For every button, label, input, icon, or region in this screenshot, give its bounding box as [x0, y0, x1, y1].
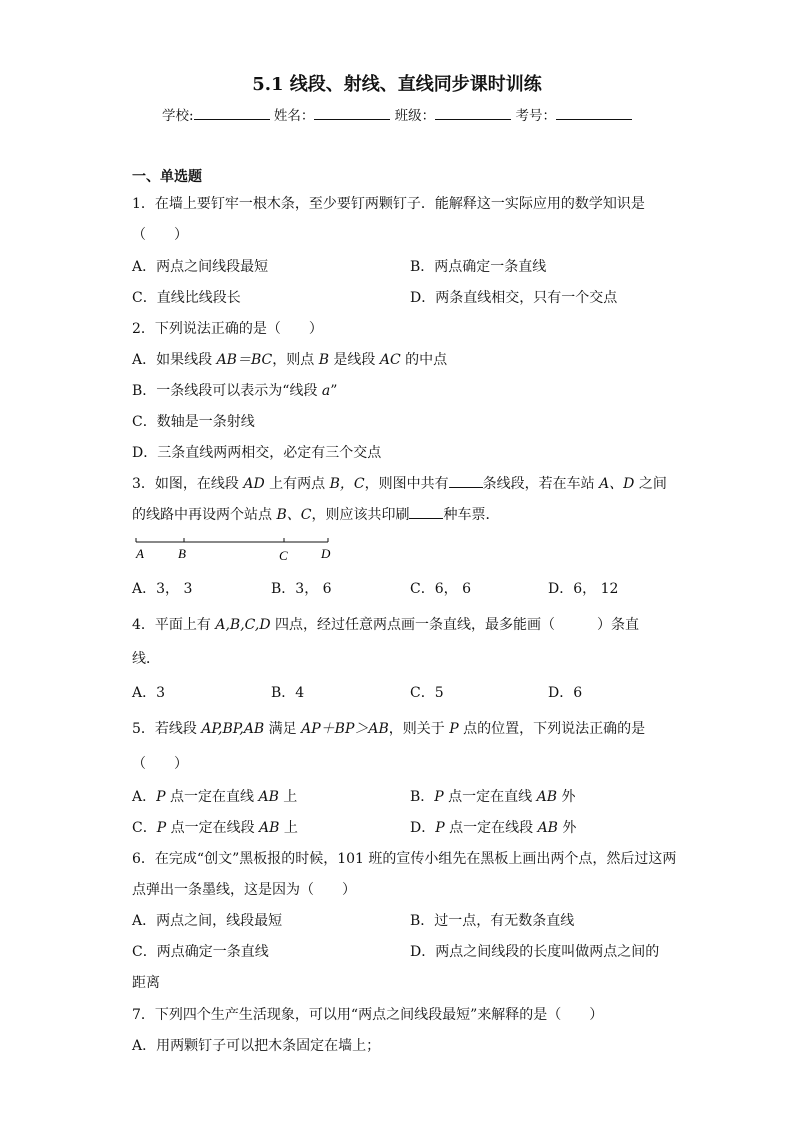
q3-text: 3．如图，在线段	[132, 476, 244, 492]
q5-d-text: D．	[410, 820, 436, 836]
q5-math: P	[449, 721, 459, 737]
q6-option-d-continued: 距离	[132, 975, 160, 991]
school-label: 学校:	[162, 108, 194, 124]
class-blank[interactable]	[435, 107, 511, 120]
page-title: 5.1 线段、射线、直线同步课时训练	[252, 74, 542, 95]
q5-c-text: C．	[132, 820, 157, 836]
q3-option-d: D．6， 12	[548, 581, 619, 597]
q1-option-c: C．直线比线段长	[132, 290, 241, 306]
point-label-b: B	[178, 546, 186, 561]
q2-a-math: AC	[379, 352, 401, 368]
q5-b-math: P	[434, 789, 444, 805]
q3-segment-figure	[132, 536, 342, 566]
q2-stem: 2．下列说法正确的是（ ）	[132, 321, 323, 337]
q4-option-c: C．5	[410, 685, 444, 701]
q2-a-text: A．如果线段	[132, 352, 217, 368]
q2-a-text: 的中点	[400, 352, 448, 368]
q4-math: A,B,C,D	[215, 617, 271, 633]
q4-option-a: A．3	[132, 685, 166, 701]
q5-c-text: 上	[279, 820, 298, 836]
point-label-d: D	[321, 546, 331, 561]
q1-option-b: B．两点确定一条直线	[410, 259, 547, 275]
q4-stem-line1	[132, 614, 639, 634]
q6-option-c: C．两点确定一条直线	[132, 944, 269, 960]
q5-text: ，则关于	[388, 721, 450, 737]
q3-math: B，C	[329, 476, 365, 492]
q3-answer-blank-1[interactable]	[449, 475, 483, 488]
q6-option-b: B．过一点，有无数条直线	[410, 913, 575, 929]
q3-text: 条线段，若在车站	[482, 476, 600, 492]
q5-d-text: 外	[557, 820, 577, 836]
q5-d-math: AB	[537, 820, 558, 836]
q3-option-a: A．3， 3	[132, 581, 193, 597]
q2-a-text: 是线段	[328, 352, 380, 368]
q5-c-text: 点一定在线段	[166, 820, 260, 836]
q5-math: AP,BP,AB	[201, 721, 265, 737]
q5-d-text: 点一定在线段	[444, 820, 538, 836]
q3-text: 种车票．	[443, 507, 500, 523]
q1-stem: 1．在墙上要钉牢一根木条，至少要钉两颗钉子．能解释这一实际应用的数学知识是	[132, 196, 645, 212]
q3-stem-line1	[132, 473, 667, 493]
q3-math: AD	[243, 476, 265, 492]
q2-option-b	[132, 380, 337, 400]
q2-option-c: C．数轴是一条射线	[132, 414, 255, 430]
q3-text: 上有两点	[264, 476, 330, 492]
q2-a-math: AB＝BC	[216, 352, 273, 368]
q5-c-math: AB	[259, 820, 280, 836]
q2-b-text: ”	[330, 383, 338, 399]
q4-text: 四点，经过任意两点画一条直线，最多能画（ ）条直	[270, 617, 639, 633]
q5-b-text: 点一定在直线	[443, 789, 537, 805]
q1-paren: （ ）	[132, 227, 188, 243]
q2-option-d: D．三条直线两两相交，必定有三个交点	[132, 445, 382, 461]
q2-a-math: B	[318, 352, 329, 368]
q6-stem-line1: 6．在完成“创文”黑板报的时候，101 班的宣传小组先在黑板上画出两个点，然后过这两	[132, 851, 677, 867]
q7-option-a: A．用两颗钉子可以把木条固定在墙上；	[132, 1038, 381, 1054]
q3-math: A、D	[599, 476, 635, 492]
section-heading: 一、单选题	[132, 169, 202, 185]
q5-option-c	[132, 817, 298, 837]
q3-text: 的线路中再设两个站点	[132, 507, 277, 523]
exam-number-label: 考号：	[515, 108, 556, 124]
q5-text: 满足	[264, 721, 302, 737]
q2-a-text: ，则点	[272, 352, 319, 368]
q2-b-text: B．一条线段可以表示为“线段	[132, 383, 322, 399]
q5-text: 5．若线段	[132, 721, 202, 737]
q5-a-math: AB	[258, 789, 279, 805]
q5-d-math: P	[435, 820, 445, 836]
point-label-c: C	[279, 548, 288, 563]
class-label: 班级：	[394, 108, 436, 124]
student-info-row	[0, 104, 794, 124]
exam-number-blank[interactable]	[556, 107, 632, 120]
q3-math: B、C	[276, 507, 312, 523]
q3-text: 之间	[634, 476, 667, 492]
q3-stem-line2	[132, 504, 499, 524]
q4-option-d: D．6	[548, 685, 583, 701]
q3-text: ，则应该共印刷	[311, 507, 410, 523]
q7-stem: 7．下列四个生产生活现象，可以用“两点之间线段最短”来解释的是（ ）	[132, 1007, 604, 1023]
q6-stem-line2: 点弹出一条墨线，这是因为（ ）	[132, 882, 356, 898]
q6-option-d: D．两点之间线段的长度叫做两点之间的	[410, 944, 660, 960]
q5-a-math: P	[156, 789, 166, 805]
q5-stem-line1	[132, 718, 645, 738]
q5-c-math: P	[156, 820, 167, 836]
q5-option-b	[410, 786, 575, 806]
q5-b-text: B．	[410, 789, 435, 805]
q1-option-a: A．两点之间线段最短	[132, 259, 269, 275]
q5-math: AP＋BP＞AB	[301, 721, 389, 737]
q3-text: ，则图中共有	[364, 476, 449, 492]
school-blank[interactable]	[194, 107, 270, 120]
q5-b-text: 外	[557, 789, 576, 805]
q5-b-math: AB	[536, 789, 558, 805]
name-label: 姓名：	[273, 108, 315, 124]
q5-text: 点的位置，下列说法正确的是	[458, 721, 646, 737]
q3-answer-blank-2[interactable]	[409, 506, 443, 519]
q2-option-a	[132, 349, 447, 369]
q4-text: 4．平面上有	[132, 617, 216, 633]
q5-a-text: A．	[132, 789, 157, 805]
q3-option-c: C．6， 6	[410, 581, 471, 597]
q5-a-text: 点一定在直线	[165, 789, 259, 805]
point-label-a: A	[136, 546, 144, 561]
q5-option-d	[410, 817, 576, 837]
q4-option-b: B．4	[271, 685, 305, 701]
q1-option-d: D．两条直线相交，只有一个交点	[410, 290, 618, 306]
q3-option-b: B．3， 6	[271, 581, 332, 597]
q6-option-a: A．两点之间，线段最短	[132, 913, 283, 929]
q5-a-text: 上	[278, 789, 298, 805]
q5-option-a	[132, 786, 297, 806]
q5-paren: （ ）	[132, 756, 188, 772]
q2-b-math: a	[321, 383, 331, 399]
name-blank[interactable]	[314, 107, 390, 120]
q4-stem-line2: 线．	[132, 651, 160, 667]
